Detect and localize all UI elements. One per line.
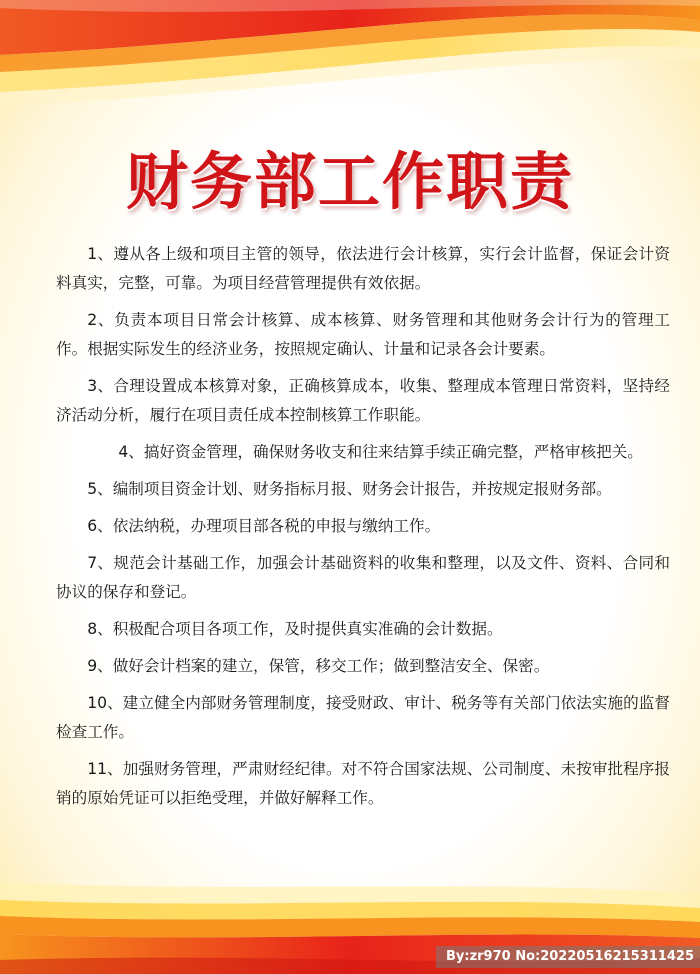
duty-list	[56, 240, 670, 821]
duty-item-8: 8、积极配合项目各项工作，及时提供真实准确的会计数据。	[87, 620, 503, 638]
duty-item-11: 11、加强财务管理，严肃财经纪律。对不符合国家法规、公司制度、未按审批程序报销的原始凭证可以拒绝受理，并做好解释工作。	[56, 760, 670, 807]
duty-item-5: 5、编制项目资金计划、财务指标月报、财务会计报告，并按规定报财务部。	[87, 480, 612, 498]
duty-item-3: 3、合理设置成本核算对象，正确核算成本，收集、整理成本管理日常资料，坚持经济活动分析，履行在项目责任成本控制核算工作职能。	[56, 377, 670, 424]
duty-item-7: 7、规范会计基础工作，加强会计基础资料的收集和整理，以及文件、资料、合同和协议的保存和登记。	[56, 554, 670, 601]
duty-item-2: 2、负责本项目日常会计核算、成本核算、财务管理和其他财务会计行为的管理工作。根据实际发生的经济业务，按照规定确认、计量和记录各会计要素。	[56, 311, 670, 358]
page-title: 财务部工作职责	[125, 145, 574, 218]
watermark-id: By:zr970 No:20220516215311425	[436, 946, 700, 968]
duty-item-9: 9、做好会计档案的建立，保管，移交工作；做到整洁安全、保密。	[87, 657, 550, 675]
duty-item-10: 10、建立健全内部财务管理制度，接受财政、审计、税务等有关部门依法实施的监督检查工作。	[56, 694, 670, 741]
duty-item-1: 1、遵从各上级和项目主管的领导，依法进行会计核算，实行会计监督，保证会计资料真实，完整，可靠。为项目经营管理提供有效依据。	[56, 245, 670, 292]
duty-item-6: 6、依法纳税，办理项目部各税的申报与缴纳工作。	[87, 517, 441, 535]
duty-item-4: 4、搞好资金管理，确保财务收支和往来结算手续正确完整，严格审核把关。	[118, 443, 643, 461]
top-decorative-band	[0, 0, 700, 110]
